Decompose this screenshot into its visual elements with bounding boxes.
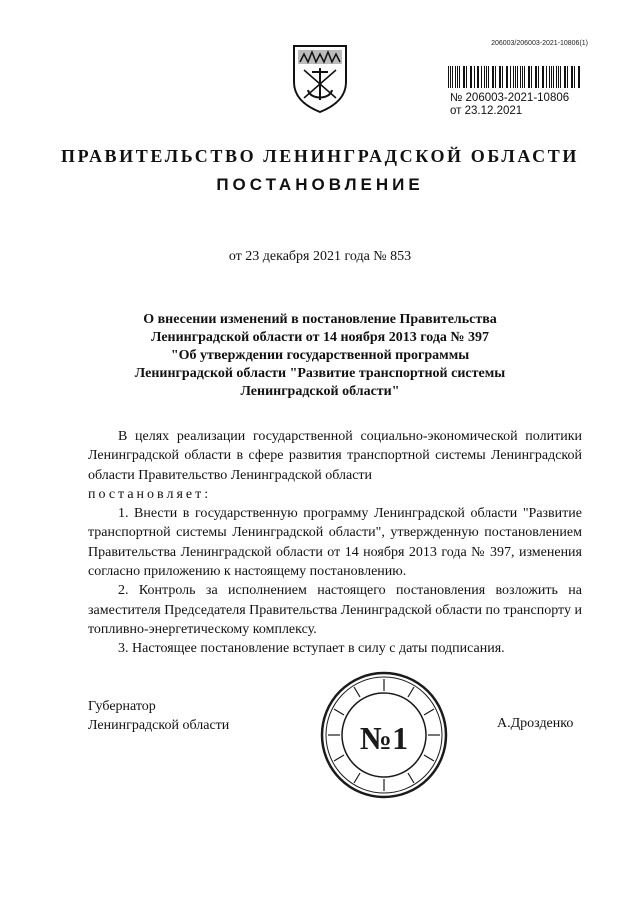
barcode-bar xyxy=(556,66,557,88)
document-code: 206003/206003-2021-10806(1) xyxy=(491,40,588,47)
clause-2: 2. Контроль за исполнением настоящего постановления возложить на заместителя Председателя Правительства Ленинградской области по транспорту и топливно-энергетическому комплексу. xyxy=(88,583,582,637)
barcode-bar xyxy=(455,66,456,88)
subject-line: Ленинградской области от 14 ноября 2013 года № 397 xyxy=(151,330,489,345)
barcode-bar xyxy=(517,66,518,88)
barcode-bar xyxy=(546,66,547,88)
resolves: постановляет: xyxy=(88,486,212,502)
stamp-number: №1 xyxy=(359,720,409,756)
barcode-bar xyxy=(500,66,501,88)
document-subject xyxy=(120,311,520,401)
barcode-bar xyxy=(486,66,487,88)
document-date-number: от 23 декабря 2021 года № 853 xyxy=(228,249,412,264)
barcode-bar xyxy=(484,66,485,88)
preamble: В целях реализации государственной социально-экономической политики Ленинградской области в сфере развития транспортной системы Ленинградской области Правительство Ленинградской области xyxy=(88,429,582,483)
barcode-bar xyxy=(564,66,565,88)
barcode-bar xyxy=(574,66,575,88)
document-body xyxy=(88,427,582,659)
barcode-bar xyxy=(448,66,449,88)
barcode-bar xyxy=(522,66,523,88)
registration-number: № 206003-2021-10806 xyxy=(450,92,570,104)
subject-line: Ленинградской области "Развитие транспортной системы xyxy=(134,366,506,381)
official-stamp-icon xyxy=(318,669,450,801)
barcode-bar xyxy=(579,66,580,88)
barcode-bar xyxy=(553,66,554,88)
clause-1: 1. Внести в государственную программу Ленинградской области "Развитие транспортной системы Ленинградской области", утвержденную постановлением Правительства Ленинградской области от 14 ноября 2013 года № 397, изменения согласно приложению к настоящему постановлению. xyxy=(88,506,582,580)
barcode-bar xyxy=(529,66,530,88)
barcode-bar xyxy=(531,66,532,88)
document-type: ПОСТАНОВЛЕНИЕ xyxy=(216,175,424,194)
barcode-bar xyxy=(507,66,508,88)
barcode-bar xyxy=(571,66,572,88)
government-name: ПРАВИТЕЛЬСТВО ЛЕНИНГРАДСКОЙ ОБЛАСТИ xyxy=(61,146,579,166)
barcode-bar xyxy=(471,66,472,88)
subject-line: О внесении изменений в постановление Правительства xyxy=(143,312,497,327)
signatory-position: Губернатор Ленинградской области xyxy=(88,699,230,733)
registration-date: от 23.12.2021 xyxy=(450,105,523,117)
coat-of-arms-icon xyxy=(290,42,350,114)
barcode-bar xyxy=(493,66,494,88)
barcode-bar xyxy=(463,66,464,88)
barcode-bar xyxy=(538,66,539,88)
clause-3: 3. Настоящее постановление вступает в силу с даты подписания. xyxy=(118,641,505,657)
barcode-bar xyxy=(506,66,507,88)
barcode-bar xyxy=(459,66,460,88)
subject-line: "Об утверждении государственной программы xyxy=(170,348,470,363)
subject-line: Ленинградской области" xyxy=(240,384,400,399)
registration-block xyxy=(450,92,569,118)
barcode xyxy=(448,66,582,88)
barcode-bar xyxy=(477,66,478,88)
signatory-name: А.Дрозденко xyxy=(497,716,574,731)
